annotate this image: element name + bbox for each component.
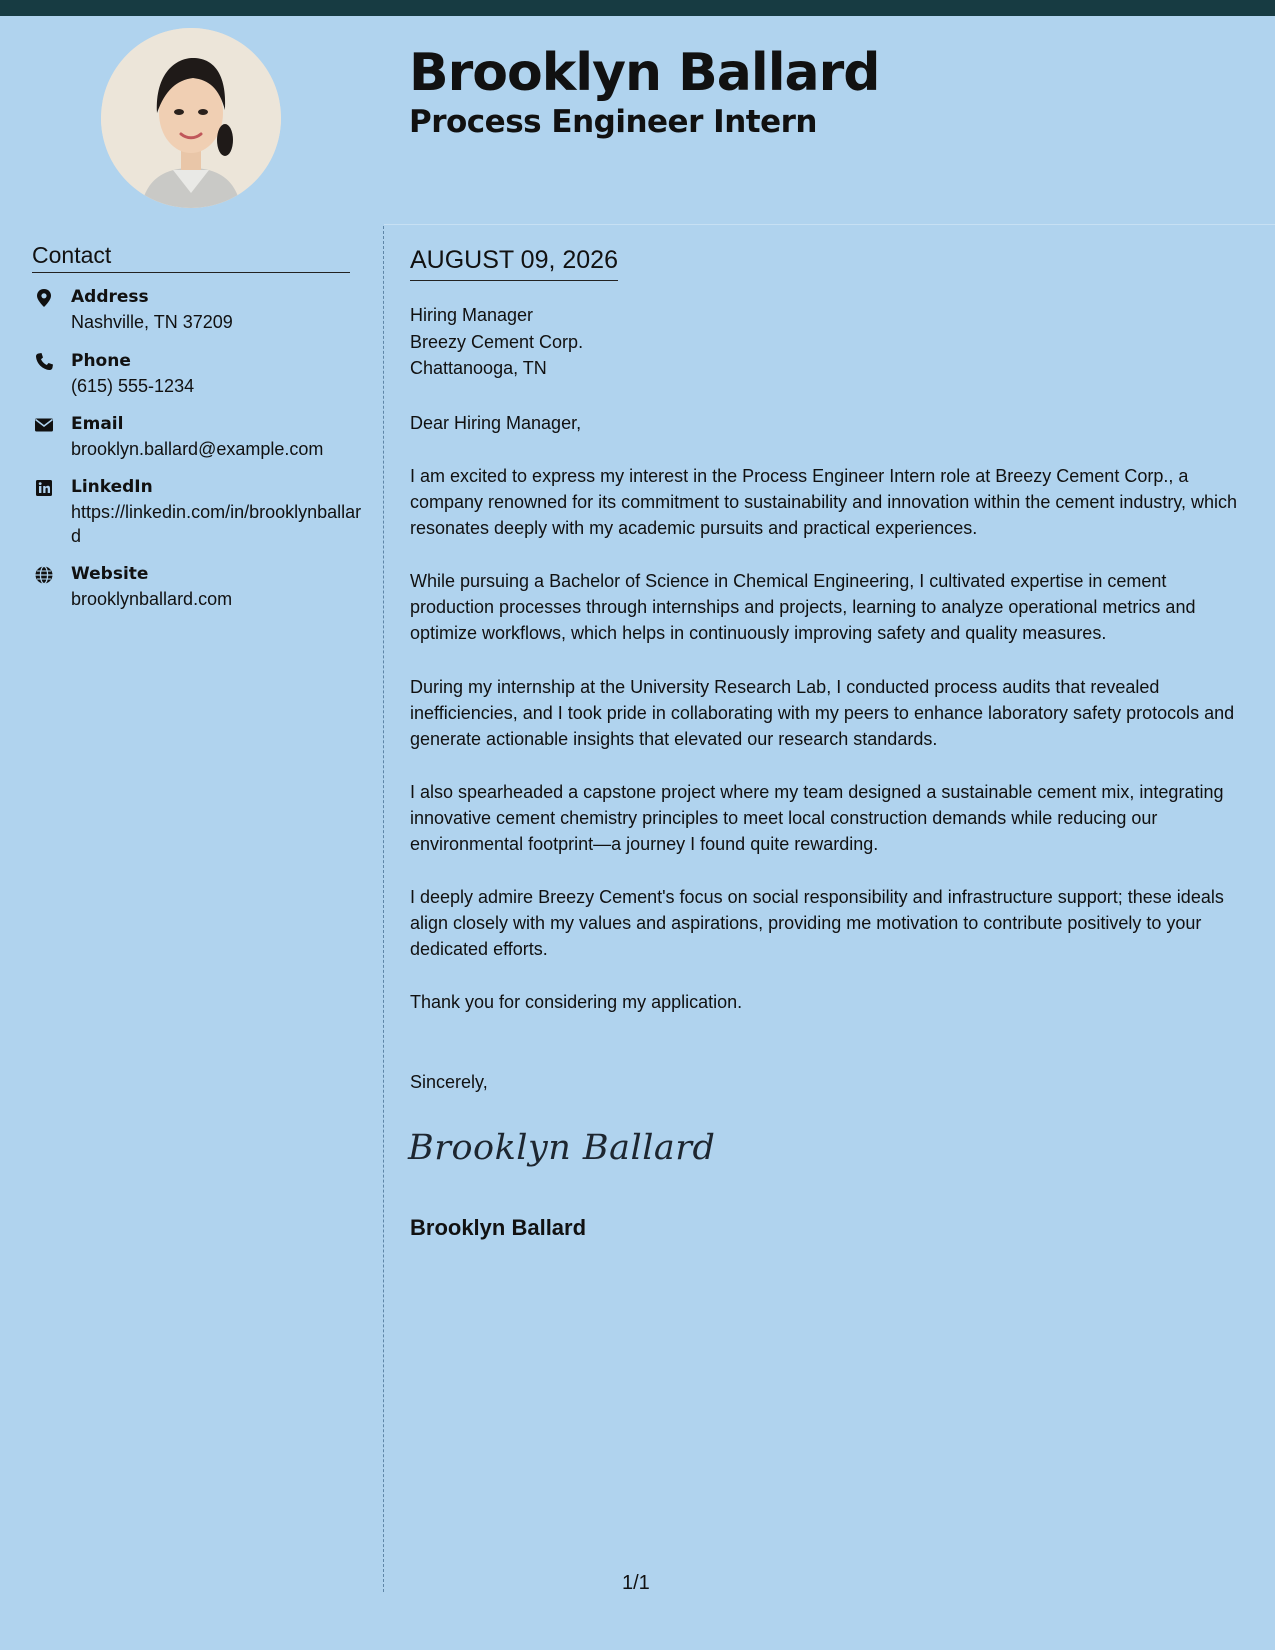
profile-photo — [101, 28, 281, 208]
applicant-name: Brooklyn Ballard — [409, 43, 880, 103]
letter-paragraph: During my internship at the University Research Lab, I conducted process audits that revealed inefficiencies, and I took pride in collaborating with my peers to enhance laboratory safety protocols and generate actionable insights that elevated our research standards. — [410, 677, 1235, 749]
website-value[interactable]: brooklynballard.com — [71, 589, 233, 609]
handwritten-signature: Brooklyn Ballard — [408, 1128, 716, 1168]
linkedin-value[interactable]: https://linkedin.com/in/brooklynballard — [71, 502, 362, 546]
salutation: Dear Hiring Manager, — [410, 413, 582, 433]
linkedin-icon — [34, 478, 54, 498]
envelope-icon — [34, 415, 54, 435]
signer-name: Brooklyn Ballard — [410, 1215, 587, 1240]
avatar — [101, 28, 281, 208]
contact-label: Email — [71, 414, 124, 434]
address-value: Nashville, TN 37209 — [71, 312, 233, 332]
contact-label: Website — [71, 564, 149, 584]
job-title: Process Engineer Intern — [409, 104, 817, 140]
contact-label: Address — [71, 287, 149, 307]
contact-label: Phone — [71, 351, 131, 371]
closing: Sincerely, — [410, 1072, 488, 1092]
column-divider — [383, 226, 384, 1592]
globe-icon — [34, 565, 54, 585]
top-accent-bar — [0, 0, 1275, 16]
contact-label: LinkedIn — [71, 477, 153, 497]
thank-you-line: Thank you for considering my application. — [410, 992, 743, 1012]
recipient-line: Hiring Manager — [410, 305, 534, 325]
recipient-line: Breezy Cement Corp. — [410, 332, 584, 352]
phone-value[interactable]: (615) 555-1234 — [71, 376, 195, 396]
letter-date: AUGUST 09, 2026 — [410, 245, 618, 281]
letter-paragraph: While pursuing a Bachelor of Science in Chemical Engineering, I cultivated expertise in cement production processes through internships and projects, learning to analyze operational metrics and optimize workflows, which helps in continuously improving safety and quality measures. — [410, 571, 1196, 643]
page-number: 1/1 — [622, 1572, 650, 1594]
letter-paragraph: I am excited to express my interest in the Process Engineer Intern role at Breezy Cement Corp., a company renowned for its commitment to sustainability and innovation within the cement industry, which resonates deeply with my academic pursuits and practical experiences. — [410, 466, 1238, 538]
letter-paragraph: I also spearheaded a capstone project where my team designed a sustainable cement mix, integrating innovative cement chemistry principles to meet local construction demands while reducing our environmental footprint—a journey I found quite rewarding. — [410, 782, 1224, 854]
contact-heading: Contact — [32, 240, 350, 273]
recipient-line: Chattanooga, TN — [410, 358, 547, 378]
phone-icon — [34, 352, 54, 372]
map-pin-icon — [34, 288, 54, 308]
letter-paragraph: I deeply admire Breezy Cement's focus on social responsibility and infrastructure support; these ideals align closely with my values and aspirations, providing me motivation to contribute positively to your dedicated efforts. — [410, 887, 1224, 959]
header-divider — [384, 224, 1275, 225]
email-value[interactable]: brooklyn.ballard@example.com — [71, 439, 324, 459]
